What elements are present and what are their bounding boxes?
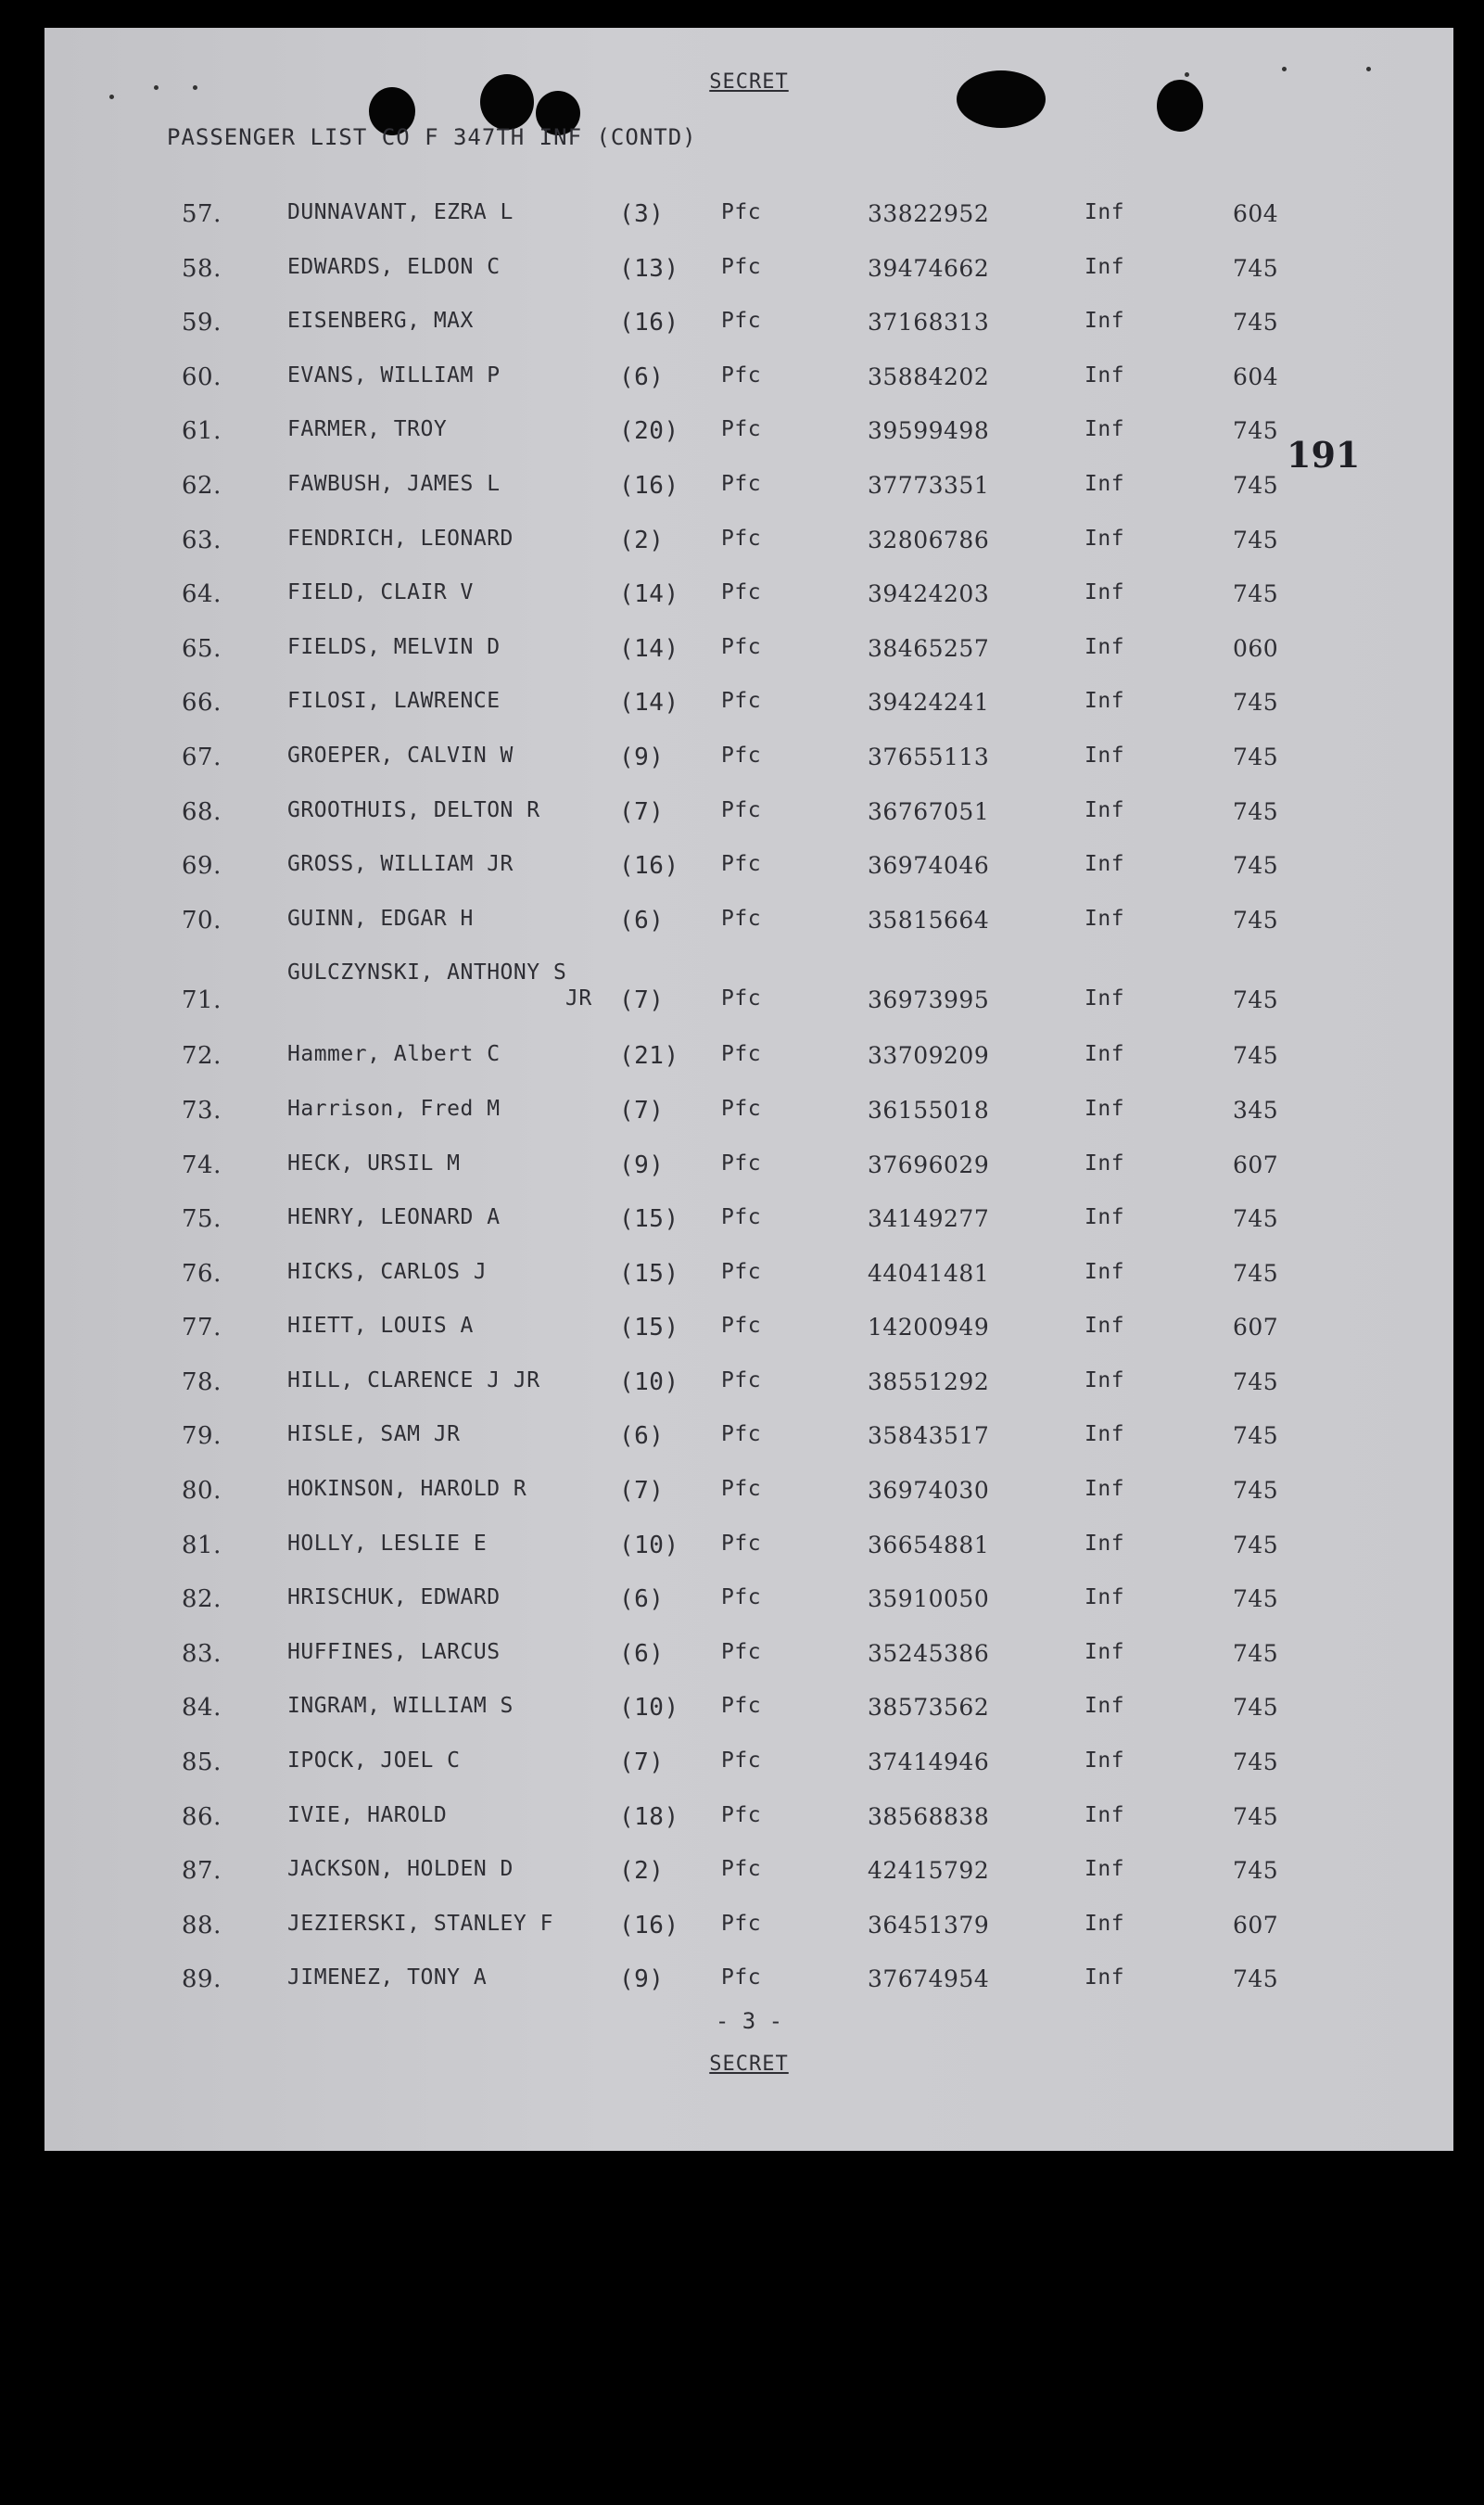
row-number: 62. (182, 471, 222, 500)
group-number: (7) (619, 1748, 665, 1777)
specialty-code: 745 (1233, 417, 1279, 445)
group-number: (10) (619, 1694, 679, 1723)
table-row (44, 1357, 1453, 1412)
table-row (44, 189, 1453, 244)
row-number: 58. (182, 254, 222, 283)
rank: Pfc (721, 906, 762, 931)
table-row (44, 1194, 1453, 1249)
table-row (44, 1901, 1453, 1955)
passenger-name: JACKSON, HOLDEN D (287, 1857, 514, 1882)
rank: Pfc (721, 1042, 762, 1067)
rank: Pfc (721, 797, 762, 822)
serial-number: 14200949 (868, 1314, 990, 1342)
rank: Pfc (721, 852, 762, 877)
arm-of-service: Inf (1084, 1965, 1125, 1990)
group-number: (16) (619, 309, 679, 337)
arm-of-service: Inf (1084, 797, 1125, 822)
group-number: (10) (619, 1367, 679, 1396)
page-number: - 3 - (715, 2008, 783, 2034)
serial-number: 38573562 (868, 1694, 990, 1722)
specialty-code: 745 (1233, 526, 1279, 553)
rank: Pfc (721, 1639, 762, 1664)
row-number: 82. (182, 1585, 222, 1614)
specialty-code: 060 (1233, 634, 1279, 662)
passenger-name: Harrison, Fred M (287, 1096, 501, 1121)
specialty-code: 745 (1233, 1694, 1279, 1722)
serial-number: 34149277 (868, 1205, 990, 1233)
serial-number: 37674954 (868, 1965, 990, 1993)
specialty-code: 604 (1233, 200, 1279, 227)
rank: Pfc (721, 1259, 762, 1284)
specialty-code: 745 (1233, 1639, 1279, 1667)
serial-number: 38465257 (868, 634, 990, 662)
passenger-name: FARMER, TROY (287, 417, 448, 442)
row-number: 79. (182, 1422, 222, 1451)
rank: Pfc (721, 1911, 762, 1936)
table-row (44, 244, 1453, 299)
arm-of-service: Inf (1084, 986, 1125, 1011)
serial-number: 44041481 (868, 1259, 990, 1287)
group-number: (9) (619, 743, 665, 771)
arm-of-service: Inf (1084, 471, 1125, 496)
row-number: 64. (182, 580, 222, 609)
row-number: 70. (182, 906, 222, 935)
arm-of-service: Inf (1084, 1531, 1125, 1556)
side-page-number: 191 (1287, 434, 1361, 476)
arm-of-service: Inf (1084, 1477, 1125, 1502)
specialty-code: 745 (1233, 1205, 1279, 1233)
row-number: 83. (182, 1639, 222, 1668)
rank: Pfc (721, 1205, 762, 1230)
table-row (44, 1140, 1453, 1195)
row-number: 88. (182, 1911, 222, 1939)
passenger-name: Hammer, Albert C (287, 1042, 501, 1067)
serial-number: 37168313 (868, 309, 990, 337)
table-row (44, 1629, 1453, 1684)
group-number: (9) (619, 1965, 665, 1994)
row-number: 84. (182, 1694, 222, 1723)
arm-of-service: Inf (1084, 254, 1125, 279)
table-row (44, 1574, 1453, 1629)
passenger-name: HIETT, LOUIS A (287, 1314, 474, 1339)
rank: Pfc (721, 362, 762, 388)
row-number: 81. (182, 1531, 222, 1559)
specialty-code: 745 (1233, 852, 1279, 880)
table-row (44, 1683, 1453, 1737)
table-row (44, 1249, 1453, 1303)
serial-number: 32806786 (868, 526, 990, 553)
serial-number: 39599498 (868, 417, 990, 445)
specialty-code: 745 (1233, 1585, 1279, 1613)
arm-of-service: Inf (1084, 1694, 1125, 1719)
group-number: (2) (619, 526, 665, 554)
rank: Pfc (721, 200, 762, 224)
passenger-name: JEZIERSKI, STANLEY F (287, 1911, 553, 1936)
table-row (44, 1737, 1453, 1792)
passenger-name: FIELDS, MELVIN D (287, 634, 501, 659)
arm-of-service: Inf (1084, 634, 1125, 659)
table-row (44, 1954, 1453, 2009)
table-row (44, 1031, 1453, 1086)
table-row (44, 678, 1453, 732)
group-number: (16) (619, 1911, 679, 1939)
serial-number: 36974030 (868, 1477, 990, 1505)
specialty-code: 745 (1233, 689, 1279, 717)
serial-number: 36654881 (868, 1531, 990, 1558)
rank: Pfc (721, 1151, 762, 1176)
passenger-name: FIELD, CLAIR V (287, 580, 474, 605)
serial-number: 36767051 (868, 797, 990, 825)
arm-of-service: Inf (1084, 1585, 1125, 1610)
table-row (44, 1303, 1453, 1357)
row-number: 68. (182, 797, 222, 826)
serial-number: 38551292 (868, 1367, 990, 1395)
arm-of-service: Inf (1084, 1042, 1125, 1067)
arm-of-service: Inf (1084, 1259, 1125, 1284)
group-number: (14) (619, 580, 679, 609)
passenger-name: JIMENEZ, TONY A (287, 1965, 488, 1990)
arm-of-service: Inf (1084, 200, 1125, 224)
group-number: (20) (619, 417, 679, 446)
specialty-code: 607 (1233, 1151, 1279, 1178)
row-number: 74. (182, 1151, 222, 1179)
passenger-name: GROOTHUIS, DELTON R (287, 797, 540, 822)
rank: Pfc (721, 743, 762, 768)
arm-of-service: Inf (1084, 1314, 1125, 1339)
arm-of-service: Inf (1084, 1857, 1125, 1882)
group-number: (6) (619, 362, 665, 391)
specialty-code: 745 (1233, 1367, 1279, 1395)
arm-of-service: Inf (1084, 526, 1125, 551)
list-heading: PASSENGER LIST CO F 347TH INF (CONTD) (167, 124, 697, 150)
classification-top: SECRET (709, 70, 789, 94)
row-number: 86. (182, 1802, 222, 1831)
table-row (44, 732, 1453, 787)
serial-number: 33822952 (868, 200, 990, 227)
speck (109, 95, 114, 99)
classification-bottom: SECRET (709, 2053, 789, 2076)
specialty-code: 607 (1233, 1314, 1279, 1342)
table-row (44, 352, 1453, 407)
serial-number: 36973995 (868, 986, 990, 1014)
table-row (44, 406, 1453, 461)
table-row (44, 1466, 1453, 1520)
table-row (44, 1792, 1453, 1847)
document-page (44, 28, 1453, 2151)
group-number: (15) (619, 1259, 679, 1288)
rank: Pfc (721, 471, 762, 496)
serial-number: 39474662 (868, 254, 990, 282)
passenger-name: GUINN, EDGAR H (287, 906, 474, 931)
table-row (44, 949, 1453, 1031)
serial-number: 35815664 (868, 906, 990, 934)
passenger-name: GROSS, WILLIAM JR (287, 852, 514, 877)
row-number: 75. (182, 1205, 222, 1234)
rank: Pfc (721, 1857, 762, 1882)
arm-of-service: Inf (1084, 362, 1125, 388)
passenger-name: GROEPER, CALVIN W (287, 743, 514, 768)
group-number: (7) (619, 1477, 665, 1506)
rank: Pfc (721, 417, 762, 442)
group-number: (10) (619, 1531, 679, 1559)
table-row (44, 461, 1453, 515)
arm-of-service: Inf (1084, 906, 1125, 931)
rank: Pfc (721, 1531, 762, 1556)
rank: Pfc (721, 1314, 762, 1339)
specialty-code: 745 (1233, 797, 1279, 825)
row-number: 76. (182, 1259, 222, 1288)
group-number: (3) (619, 200, 665, 228)
passenger-name: FENDRICH, LEONARD (287, 526, 514, 551)
rank: Pfc (721, 634, 762, 659)
row-number: 69. (182, 852, 222, 881)
passenger-name-suffix: JR (565, 986, 592, 1011)
rank: Pfc (721, 1422, 762, 1447)
group-number: (7) (619, 986, 665, 1015)
row-number: 85. (182, 1748, 222, 1777)
row-number: 57. (182, 200, 222, 228)
arm-of-service: Inf (1084, 1911, 1125, 1936)
passenger-name: INGRAM, WILLIAM S (287, 1694, 514, 1719)
rank: Pfc (721, 1694, 762, 1719)
row-number: 67. (182, 743, 222, 771)
group-number: (7) (619, 1096, 665, 1125)
group-number: (15) (619, 1314, 679, 1342)
group-number: (2) (619, 1857, 665, 1886)
passenger-name: HILL, CLARENCE J JR (287, 1367, 540, 1392)
group-number: (9) (619, 1151, 665, 1179)
specialty-code: 745 (1233, 471, 1279, 499)
specialty-code: 745 (1233, 1531, 1279, 1558)
specialty-code: 745 (1233, 580, 1279, 608)
row-number: 63. (182, 526, 222, 554)
rank: Pfc (721, 986, 762, 1011)
row-number: 89. (182, 1965, 222, 1994)
table-row (44, 1846, 1453, 1901)
serial-number: 37773351 (868, 471, 990, 499)
arm-of-service: Inf (1084, 580, 1125, 605)
row-number: 65. (182, 634, 222, 663)
serial-number: 37414946 (868, 1748, 990, 1776)
group-number: (7) (619, 797, 665, 826)
specialty-code: 745 (1233, 906, 1279, 934)
group-number: (21) (619, 1042, 679, 1071)
group-number: (14) (619, 689, 679, 718)
group-number: (14) (619, 634, 679, 663)
row-number: 60. (182, 362, 222, 391)
rank: Pfc (721, 309, 762, 334)
serial-number: 36451379 (868, 1911, 990, 1939)
serial-number: 35910050 (868, 1585, 990, 1613)
table-row (44, 1086, 1453, 1140)
specialty-code: 745 (1233, 309, 1279, 337)
passenger-name: HICKS, CARLOS J (287, 1259, 488, 1284)
row-number: 87. (182, 1857, 222, 1886)
passenger-name: IPOCK, JOEL C (287, 1748, 461, 1774)
table-row (44, 515, 1453, 570)
passenger-name: DUNNAVANT, EZRA L (287, 200, 514, 224)
row-number: 59. (182, 309, 222, 337)
arm-of-service: Inf (1084, 1748, 1125, 1774)
rank: Pfc (721, 689, 762, 714)
specialty-code: 745 (1233, 1748, 1279, 1776)
serial-number: 35843517 (868, 1422, 990, 1450)
serial-number: 38568838 (868, 1802, 990, 1830)
specialty-code: 604 (1233, 362, 1279, 390)
serial-number: 39424203 (868, 580, 990, 608)
specialty-code: 745 (1233, 986, 1279, 1014)
passenger-name: FAWBUSH, JAMES L (287, 471, 501, 496)
specialty-code: 345 (1233, 1096, 1279, 1124)
row-number: 77. (182, 1314, 222, 1342)
rank: Pfc (721, 1585, 762, 1610)
group-number: (18) (619, 1802, 679, 1831)
arm-of-service: Inf (1084, 309, 1125, 334)
passenger-name: FILOSI, LAWRENCE (287, 689, 501, 714)
serial-number: 37655113 (868, 743, 990, 770)
specialty-code: 745 (1233, 1259, 1279, 1287)
specialty-code: 745 (1233, 1042, 1279, 1070)
table-row (44, 787, 1453, 842)
table-row (44, 569, 1453, 624)
arm-of-service: Inf (1084, 1205, 1125, 1230)
passenger-name: GULCZYNSKI, ANTHONY S (287, 960, 567, 985)
row-number: 66. (182, 689, 222, 718)
group-number: (16) (619, 471, 679, 500)
row-number: 72. (182, 1042, 222, 1071)
arm-of-service: Inf (1084, 1639, 1125, 1664)
table-row (44, 298, 1453, 352)
rank: Pfc (721, 526, 762, 551)
specialty-code: 745 (1233, 1857, 1279, 1885)
rank: Pfc (721, 1965, 762, 1990)
arm-of-service: Inf (1084, 1096, 1125, 1121)
group-number: (6) (619, 1639, 665, 1668)
arm-of-service: Inf (1084, 743, 1125, 768)
row-number: 78. (182, 1367, 222, 1396)
rank: Pfc (721, 1802, 762, 1827)
passenger-name: EDWARDS, ELDON C (287, 254, 501, 279)
specialty-code: 745 (1233, 254, 1279, 282)
serial-number: 33709209 (868, 1042, 990, 1070)
serial-number: 42415792 (868, 1857, 990, 1885)
row-number: 71. (182, 986, 222, 1015)
arm-of-service: Inf (1084, 1802, 1125, 1827)
serial-number: 37696029 (868, 1151, 990, 1178)
passenger-name: HISLE, SAM JR (287, 1422, 461, 1447)
rank: Pfc (721, 1748, 762, 1774)
table-row (44, 1411, 1453, 1466)
table-row (44, 624, 1453, 679)
passenger-name: HOKINSON, HAROLD R (287, 1477, 527, 1502)
group-number: (16) (619, 852, 679, 881)
serial-number: 35884202 (868, 362, 990, 390)
rank: Pfc (721, 254, 762, 279)
group-number: (6) (619, 906, 665, 935)
specialty-code: 745 (1233, 743, 1279, 770)
row-number: 80. (182, 1477, 222, 1506)
passenger-name: IVIE, HAROLD (287, 1802, 448, 1827)
group-number: (13) (619, 254, 679, 283)
row-number: 73. (182, 1096, 222, 1125)
serial-number: 36155018 (868, 1096, 990, 1124)
passenger-name: HENRY, LEONARD A (287, 1205, 501, 1230)
group-number: (15) (619, 1205, 679, 1234)
group-number: (6) (619, 1422, 665, 1451)
table-row (44, 1520, 1453, 1575)
rank: Pfc (721, 1096, 762, 1121)
arm-of-service: Inf (1084, 1367, 1125, 1392)
passenger-name: EISENBERG, MAX (287, 309, 474, 334)
passenger-table (44, 189, 1453, 2009)
specialty-code: 745 (1233, 1965, 1279, 1993)
table-row (44, 841, 1453, 896)
row-number: 61. (182, 417, 222, 446)
arm-of-service: Inf (1084, 689, 1125, 714)
serial-number: 39424241 (868, 689, 990, 717)
serial-number: 36974046 (868, 852, 990, 880)
specialty-code: 745 (1233, 1422, 1279, 1450)
rank: Pfc (721, 1477, 762, 1502)
rank: Pfc (721, 580, 762, 605)
passenger-name: HECK, URSIL M (287, 1151, 461, 1176)
arm-of-service: Inf (1084, 417, 1125, 442)
passenger-name: HUFFINES, LARCUS (287, 1639, 501, 1664)
specialty-code: 745 (1233, 1477, 1279, 1505)
specialty-code: 745 (1233, 1802, 1279, 1830)
passenger-name: HOLLY, LESLIE E (287, 1531, 488, 1556)
arm-of-service: Inf (1084, 1151, 1125, 1176)
group-number: (6) (619, 1585, 665, 1614)
table-row (44, 896, 1453, 950)
specialty-code: 607 (1233, 1911, 1279, 1939)
passenger-name: HRISCHUK, EDWARD (287, 1585, 501, 1610)
rank: Pfc (721, 1367, 762, 1392)
arm-of-service: Inf (1084, 852, 1125, 877)
serial-number: 35245386 (868, 1639, 990, 1667)
passenger-name: EVANS, WILLIAM P (287, 362, 501, 388)
arm-of-service: Inf (1084, 1422, 1125, 1447)
